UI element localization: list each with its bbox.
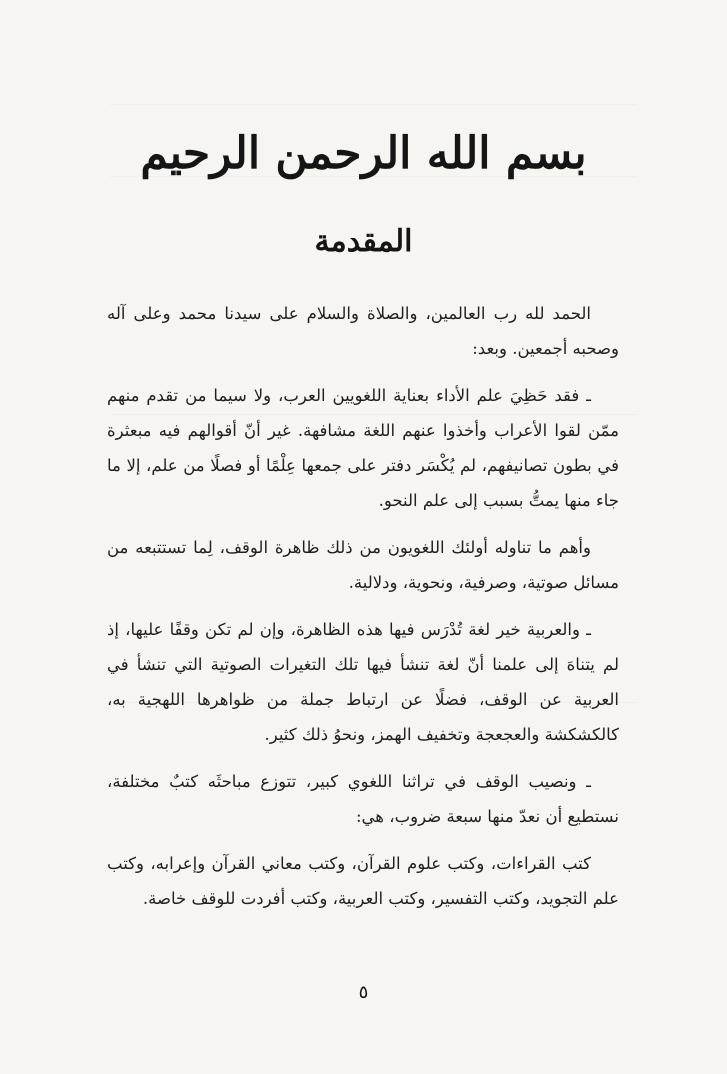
section-heading: المقدمة [314, 224, 413, 259]
body-text [107, 296, 619, 928]
paragraph-5: ـ ونصيب الوقف في تراثنا اللغوي كبير، تتوزع مباحثَه كتبٌ مختلفة، نستطيع أن نعدّ منها سبعة ضروب، هي: [107, 772, 619, 826]
bleed-through-line [110, 104, 637, 105]
paragraph-2: ـ فقد حَظِيَ علم الأداء بعناية اللغويين العرب، ولا سيما من تقدم منهم ممّن لقوا الأعراب وأخذوا عنهم اللغة مشافهة. غير أنّ أقوالهم فيه مبعثرة في بطون تصانيفهم، لم يُكْسَر دفتر على جمعها عِلْمًا أو فصلًا من علم، إلا ما جاء منها يمتُّ بسبب إلى علم النحو. [107, 386, 619, 510]
basmala-calligraphy: بسم الله الرحمن الرحيم [140, 128, 587, 179]
paragraph-1: الحمد لله رب العالمين، والصلاة والسلام على سيدنا محمد وعلى آله وصحبه أجمعين. وبعد: [107, 304, 619, 358]
paragraph-4: ـ والعربية خير لغة تُدْرَس فيها هذه الظاهرة، وإن لم تكن وقفًا عليها، إذ لم يتناهَ إلى علمنا أنّ لغة تنشأ فيها تلك التغيرات الصوتية التي تنشأ في العربية عن الوقف، فضلًا عن ارتباط جملة من ظواهرها اللهجية به، كالكشكشة والعجعجة وتخفيف الهمز، ونحوُ ذلك كثير. [107, 620, 619, 744]
paragraph-6: كتب القراءات، وكتب علوم القرآن، وكتب معاني القرآن وإعرابه، وكتب علم التجويد، وكتب التفسير، وكتب العربية، وكتب أفردت للوقف خاصة. [107, 854, 619, 908]
page-number: ٥ [358, 982, 369, 1003]
paragraph-3: وأهم ما تناوله أولئك اللغويون من ذلك ظاهرة الوقف، لِما تستتبعه من مسائل صوتية، وصرفية، ونحوية، ودلالية. [107, 538, 619, 592]
